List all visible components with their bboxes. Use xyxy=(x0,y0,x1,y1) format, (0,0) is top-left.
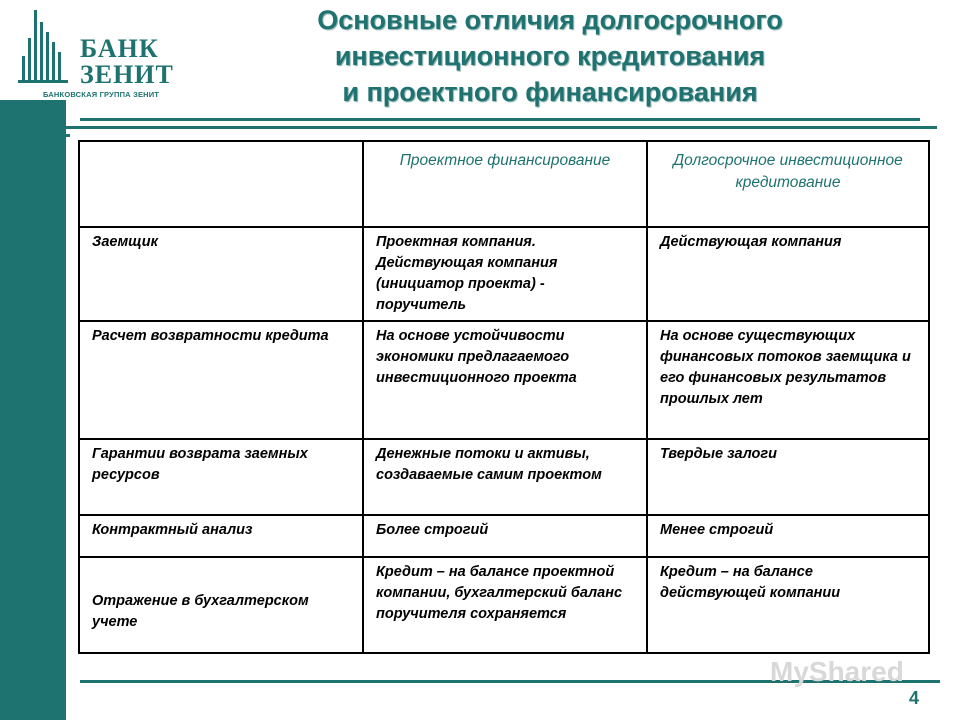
logo-line-2: ЗЕНИТ xyxy=(80,60,174,89)
header-rule-5 xyxy=(20,134,70,137)
table-header-row xyxy=(79,141,929,227)
row-label: Контрактный анализ xyxy=(79,515,363,557)
logo-building-icon xyxy=(18,8,78,83)
logo-subtitle: БАНКОВСКАЯ ГРУППА ЗЕНИТ xyxy=(43,90,160,99)
table-cell: Кредит – на балансе действующей компании xyxy=(647,557,929,653)
table-cell: Действующая компания xyxy=(647,227,929,321)
header-rule-1 xyxy=(0,104,40,107)
header-cell-empty xyxy=(79,141,363,227)
table-cell: Более строгий xyxy=(363,515,647,557)
row-label: Расчет возвратности кредита xyxy=(79,321,363,439)
table-cell: Твердые залоги xyxy=(647,439,929,515)
header-rule-2 xyxy=(0,114,40,117)
slide-title xyxy=(170,2,930,110)
table-row xyxy=(79,321,929,439)
table-cell: Проектная компания. Действующая компания (инициатор проекта) - поручитель xyxy=(363,227,647,321)
table-row xyxy=(79,227,929,321)
table-row xyxy=(79,515,929,557)
header-rule-4 xyxy=(12,126,937,129)
header-cell-project-financing: Проектное финансирование xyxy=(363,141,647,227)
left-decor-bar xyxy=(0,100,66,720)
row-label: Отражение в бухгалтерском учете xyxy=(79,557,363,653)
table-cell: На основе существующих финансовых потоков заемщика и его финансовых результатов прошлых лет xyxy=(647,321,929,439)
bank-logo xyxy=(18,8,174,99)
page-number: 4 xyxy=(909,688,920,708)
table-cell: Денежные потоки и активы, создаваемые самим проектом xyxy=(363,439,647,515)
comparison-table xyxy=(78,140,930,654)
title-line-2: инвестиционного кредитования xyxy=(334,41,766,71)
row-label: Заемщик xyxy=(79,227,363,321)
row-label: Гарантии возврата заемных ресурсов xyxy=(79,439,363,515)
logo-line-1: БАНК xyxy=(80,34,159,63)
table-row xyxy=(79,439,929,515)
watermark: MyShared xyxy=(770,656,904,687)
title-line-3: и проектного финансирования xyxy=(342,77,758,107)
header-cell-investment-credit: Долгосрочное инвестиционное кредитование xyxy=(647,141,929,227)
table-row xyxy=(79,557,929,653)
table-cell: Кредит – на балансе проектной компании, бухгалтерский баланс поручителя сохраняется xyxy=(363,557,647,653)
title-line-1: Основные отличия долгосрочного xyxy=(317,5,783,35)
header-rule-3 xyxy=(80,118,920,121)
table-cell: Менее строгий xyxy=(647,515,929,557)
table-cell: На основе устойчивости экономики предлагаемого инвестиционного проекта xyxy=(363,321,647,439)
